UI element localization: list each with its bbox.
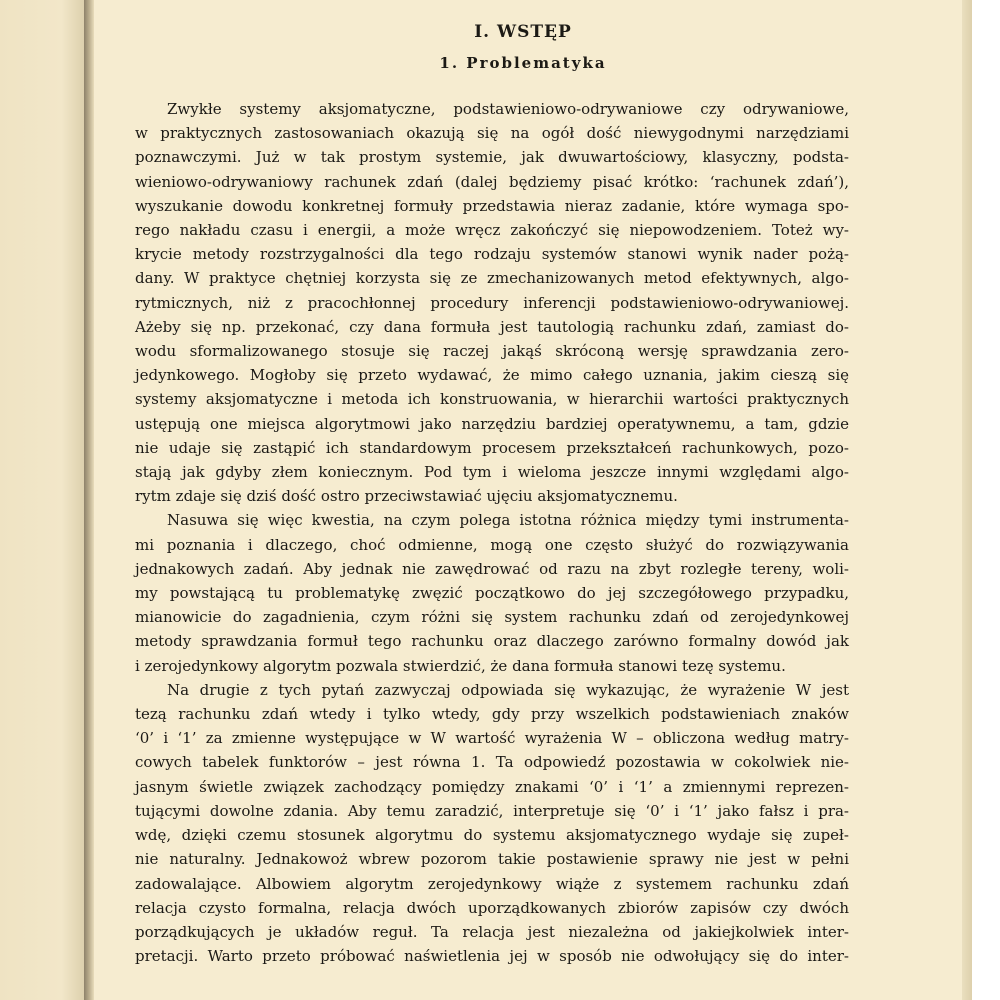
text-line: Na drugie z tych pytań zazwyczaj odpowiada się wykazując, że wyrażenie W jest [167, 680, 849, 699]
page-edge [962, 0, 972, 1000]
text-line: nie naturalny. Jednakowoż wbrew pozorom takie postawienie sprawy nie jest w pełni [135, 850, 849, 869]
text-line: systemy aksjomatyczne i metoda ich konstruowania, w hierarchii wartości praktycznych [135, 390, 849, 409]
text-line: rytm zdaje się dziś dość ostro przeciwstawiać ujęciu aksjomatycznemu. [135, 487, 678, 506]
text-line: mianowicie do zagadnienia, czym różni się system rachunku zdań od zerojedynkowej [135, 608, 849, 627]
text-line: i zerojedynkowy algorytm pozwala stwierdzić, że dana formuła stanowi tezę systemu. [135, 656, 786, 675]
paragraph-1 [135, 97, 849, 508]
text-line: Ażeby się np. przekonać, czy dana formuła jest tautologią rachunku zdań, zamiast do- [135, 317, 849, 336]
text-line: zadowalające. Albowiem algorytm zerojedynkowy wiąże z systemem rachunku zdań [135, 874, 849, 893]
chapter-title: I. WSTĘP [474, 22, 572, 42]
text-line: metody sprawdzania formuł tego rachunku oraz dlaczego zarówno formalny dowód jak [135, 632, 849, 651]
text-line: tującymi dowolne zdania. Aby temu zaradzić, interpretuje się ‘0’ i ‘1’ jako fałsz i pra- [135, 801, 849, 820]
text-line: ustępują one miejsca algorytmowi jako narzędziu bardziej operatywnemu, a tam, gdzie [135, 414, 849, 433]
text-line: Nasuwa się więc kwestia, na czym polega istotna różnica między tymi instrumenta- [167, 511, 849, 530]
text-line: krycie metody rozstrzygalności dla tego rodzaju systemów stanowi wynik nader pożą- [135, 245, 849, 264]
text-line: cowych tabelek funktorów – jest równa 1. Ta odpowiedź pozostawia w cokolwiek nie- [135, 753, 849, 772]
book-gutter [84, 0, 94, 1000]
text-line: mi poznania i dlaczego, choć odmienne, mogą one często służyć do rozwiązywania [135, 535, 849, 554]
text-line: porządkujących je układów reguł. Ta relacja jest niezależna od jakiejkolwiek inter- [135, 922, 849, 941]
body-text [135, 97, 849, 968]
text-line: jednakowych zadań. Aby jednak nie zawędrować od razu na zbyt rozległe tereny, woli- [135, 559, 849, 578]
text-line: dany. W praktyce chętniej korzysta się ze zmechanizowanych metod efektywnych, algo- [135, 269, 849, 288]
text-line: jedynkowego. Mogłoby się przeto wydawać, że mimo całego uznania, jakim cieszą się [135, 366, 849, 385]
text-line: wyszukanie dowodu konkretnej formuły przedstawia nieraz zadanie, które wymaga spo- [135, 196, 849, 215]
text-line: nie udaje się zastąpić ich standardowym procesem przekształceń rachunkowych, pozo- [135, 438, 849, 457]
text-line: pretacji. Warto przeto próbować naświetlenia jej w sposób nie odwołujący się do inter- [135, 947, 849, 966]
text-line: jasnym świetle związek zachodzący pomiędzy znakami ‘0’ i ‘1’ a zmiennymi reprezen- [135, 777, 849, 796]
text-line: my powstającą tu problematykę zwęzić początkowo do jej szczegółowego przypadku, [135, 584, 849, 603]
paragraph-3 [135, 678, 849, 968]
paragraph-2 [135, 508, 849, 677]
text-line: wodu sformalizowanego stosuje się raczej jakąś skróconą wersję sprawdzania zero- [135, 342, 849, 361]
text-line: w praktycznych zastosowaniach okazują się na ogół dość niewygodnymi narzędziami [135, 124, 849, 143]
text-line: poznawczymi. Już w tak prostym systemie, jak dwuwartościowy, klasyczny, podsta- [135, 148, 849, 167]
text-line: rytmicznych, niż z pracochłonnej procedury inferencji podstawieniowo-odrywaniowej. [135, 293, 849, 312]
text-line: tezą rachunku zdań wtedy i tylko wtedy, gdy przy wszelkich podstawieniach znaków [135, 705, 849, 724]
section-title: 1. Problematyka [439, 54, 607, 72]
text-line: rego nakładu czasu i energii, a może wręcz zakończyć się niepowodzeniem. Toteż wy- [135, 221, 849, 240]
text-line: wieniowo-odrywaniowy rachunek zdań (dalej będziemy pisać krótko: ‘rachunek zdań’), [135, 172, 849, 191]
text-line: relacja czysto formalna, relacja dwóch uporządkowanych zbiorów zapisów czy dwóch [135, 898, 849, 917]
text-line: ‘0’ i ‘1’ za zmienne występujące w W wartość wyrażenia W – obliczona według matry- [135, 729, 849, 748]
text-line: Zwykłe systemy aksjomatyczne, podstawieniowo-odrywaniowe czy odrywaniowe, [167, 100, 849, 118]
left-page-margin [0, 0, 88, 1000]
text-line: stają jak gdyby złem koniecznym. Pod tym i wieloma jeszcze innymi względami algo- [135, 463, 849, 482]
text-line: wdę, dzięki czemu stosunek algorytmu do systemu aksjomatycznego wydaje się zupeł- [135, 826, 849, 845]
